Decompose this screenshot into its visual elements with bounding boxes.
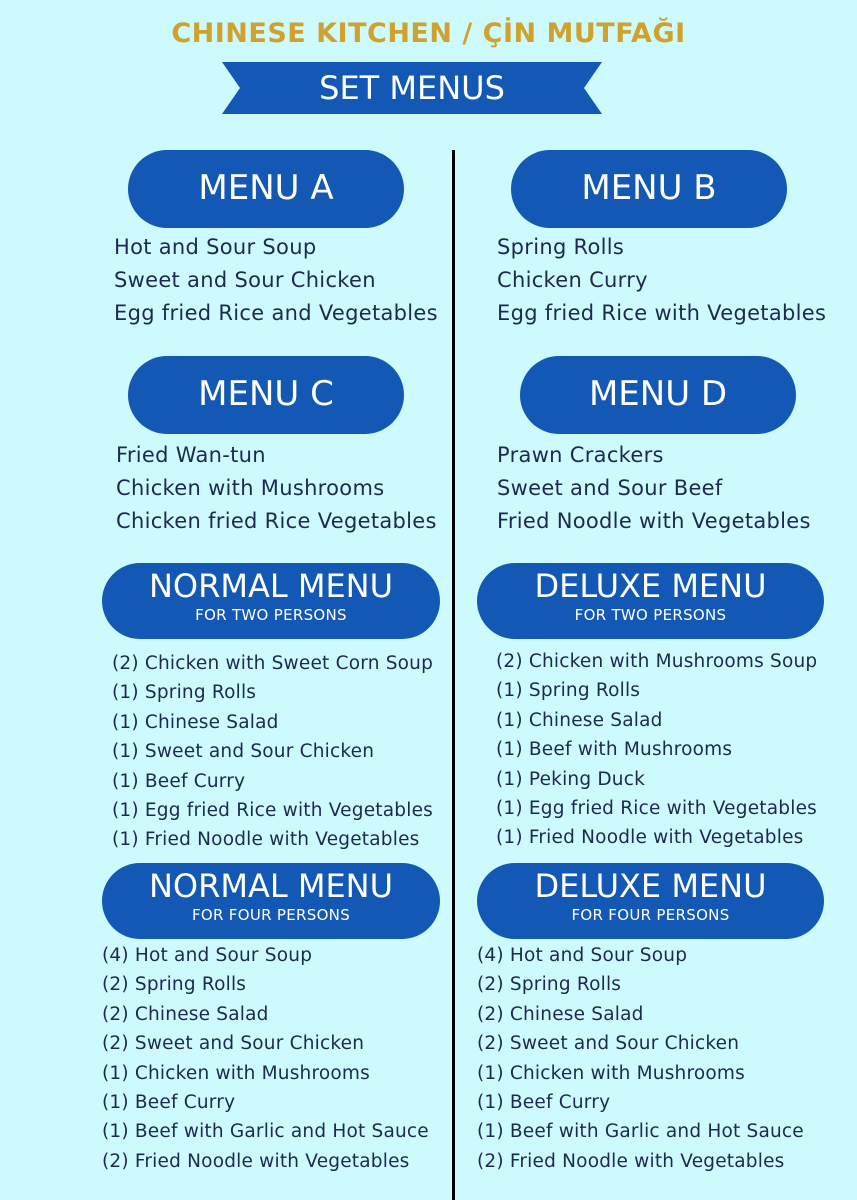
deluxe-four-items bbox=[477, 941, 804, 1176]
list-item: Hot and Sour Soup bbox=[114, 235, 317, 259]
list-item: (2) Fried Noodle with Vegetables bbox=[477, 1150, 785, 1172]
list-item: (1) Beef with Mushrooms bbox=[496, 739, 733, 761]
list-item: (2) Spring Rolls bbox=[102, 974, 247, 996]
menu-a-badge bbox=[128, 150, 404, 228]
menu-b-title: MENU B bbox=[581, 168, 717, 208]
set-menus-banner bbox=[222, 62, 602, 114]
list-item: (1) Beef with Garlic and Hot Sauce bbox=[102, 1121, 429, 1143]
list-item: (2) Fried Noodle with Vegetables bbox=[102, 1150, 410, 1172]
menu-d-badge bbox=[520, 356, 796, 434]
normal-two-badge bbox=[102, 563, 440, 639]
list-item: Chicken Curry bbox=[497, 268, 648, 292]
deluxe-two-title: DELUXE MENU bbox=[534, 567, 767, 605]
list-item: (1) Egg fried Rice with Vegetables bbox=[496, 798, 817, 820]
list-item: Egg fried Rice with Vegetables bbox=[497, 301, 827, 325]
menu-c-items bbox=[116, 439, 437, 538]
list-item: (1) Chicken with Mushrooms bbox=[477, 1062, 745, 1084]
menu-a-title: MENU A bbox=[198, 168, 334, 208]
menu-a-items bbox=[114, 231, 438, 330]
list-item: (2) Sweet and Sour Chicken bbox=[477, 1033, 740, 1055]
list-item: (4) Hot and Sour Soup bbox=[102, 945, 313, 966]
list-item: (1) Sweet and Sour Chicken bbox=[112, 741, 375, 763]
list-item: (1) Egg fried Rice with Vegetables bbox=[112, 800, 433, 822]
list-item: (1) Beef Curry bbox=[102, 1092, 236, 1114]
list-item: Sweet and Sour Chicken bbox=[114, 268, 376, 292]
list-item: Chicken fried Rice Vegetables bbox=[116, 509, 437, 533]
list-item: (2) Chicken with Mushrooms Soup bbox=[496, 651, 818, 672]
deluxe-two-items bbox=[496, 647, 817, 853]
deluxe-two-subtitle: FOR TWO PERSONS bbox=[574, 606, 727, 624]
list-item: (1) Beef Curry bbox=[112, 770, 246, 792]
list-item: Sweet and Sour Beef bbox=[497, 476, 723, 500]
list-item: (2) Chinese Salad bbox=[102, 1003, 269, 1025]
normal-four-subtitle: FOR FOUR PERSONS bbox=[191, 906, 351, 924]
list-item: (4) Hot and Sour Soup bbox=[477, 945, 688, 966]
list-item: Chicken with Mushrooms bbox=[116, 476, 385, 500]
list-item: Egg fried Rice and Vegetables bbox=[114, 301, 438, 325]
normal-four-title: NORMAL MENU bbox=[148, 867, 394, 905]
list-item: (1) Spring Rolls bbox=[112, 682, 257, 704]
normal-two-items bbox=[112, 649, 433, 855]
deluxe-four-subtitle: FOR FOUR PERSONS bbox=[571, 906, 730, 924]
normal-two-title: NORMAL MENU bbox=[148, 567, 394, 605]
normal-two-subtitle: FOR TWO PERSONS bbox=[195, 606, 347, 624]
deluxe-four-badge bbox=[477, 863, 824, 939]
list-item: (1) Beef with Garlic and Hot Sauce bbox=[477, 1121, 804, 1143]
normal-four-badge bbox=[102, 863, 440, 939]
list-item: (1) Peking Duck bbox=[496, 768, 646, 790]
set-menus-label: SET MENUS bbox=[319, 69, 505, 107]
list-item: Spring Rolls bbox=[497, 235, 625, 259]
deluxe-four-title: DELUXE MENU bbox=[534, 867, 767, 905]
menu-c-badge bbox=[128, 356, 404, 434]
list-item: (1) Chinese Salad bbox=[496, 709, 663, 731]
list-item: (1) Spring Rolls bbox=[496, 680, 641, 702]
list-item: Fried Wan-tun bbox=[116, 443, 266, 467]
page-title: CHINESE KITCHEN / ÇİN MUTFAĞI bbox=[171, 18, 686, 49]
list-item: (2) Spring Rolls bbox=[477, 974, 622, 996]
list-item: (1) Fried Noodle with Vegetables bbox=[112, 829, 420, 851]
list-item: (1) Chinese Salad bbox=[112, 711, 279, 733]
menu-b-items bbox=[497, 231, 826, 330]
list-item: Fried Noodle with Vegetables bbox=[497, 509, 811, 533]
list-item: (1) Fried Noodle with Vegetables bbox=[496, 827, 804, 849]
menu-d-title: MENU D bbox=[588, 374, 728, 414]
column-divider bbox=[452, 150, 455, 1200]
list-item: (1) Chicken with Mushrooms bbox=[102, 1062, 370, 1084]
list-item: (1) Beef Curry bbox=[477, 1092, 611, 1114]
list-item: (2) Sweet and Sour Chicken bbox=[102, 1033, 365, 1055]
menu-c-title: MENU C bbox=[198, 374, 334, 414]
list-item: (2) Chicken with Sweet Corn Soup bbox=[112, 653, 434, 674]
menu-d-items bbox=[497, 439, 811, 538]
menu-b-badge bbox=[511, 150, 787, 228]
list-item: Prawn Crackers bbox=[497, 443, 664, 467]
list-item: (2) Chinese Salad bbox=[477, 1003, 644, 1025]
normal-four-items bbox=[102, 941, 429, 1176]
deluxe-two-badge bbox=[477, 563, 824, 639]
